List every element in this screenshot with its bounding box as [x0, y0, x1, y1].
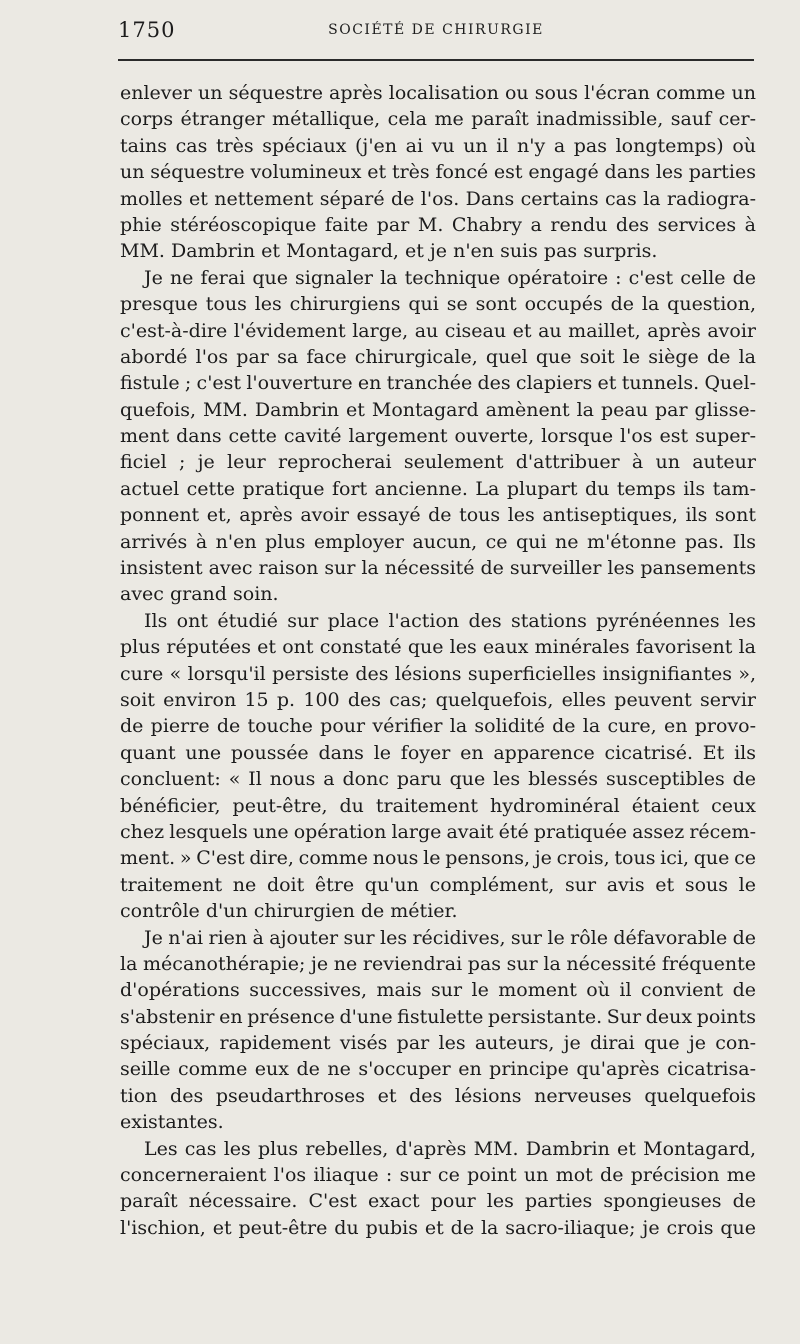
text-line: d'opérations successives, mais sur le moment où il convient de [120, 979, 756, 1002]
text-line: enlever un séquestre après localisation ou sous l'écran comme un [120, 82, 756, 104]
text-line: la mécanothérapie; je ne reviendrai pas sur la nécessité fréquente [120, 952, 756, 975]
text-line: tion des pseudarthroses et des lésions nerveuses quelquefois [120, 1084, 756, 1107]
text-line: un séquestre volumineux et très foncé est engagé dans les parties [120, 161, 756, 184]
text-line: s'abstenir en présence d'une fistulette persistante. Sur deux points [120, 1005, 756, 1028]
page-header [118, 18, 754, 48]
text-line: presque tous les chirurgiens qui se sont occupés de la question, [120, 293, 756, 316]
text-line: contrôle d'un chirurgien de métier. [120, 900, 458, 923]
text-line: spéciaux, rapidement visés par les auteurs, je dirai que je con- [120, 1032, 756, 1055]
text-line: Je ne ferai que signaler la technique opératoire : c'est celle de [144, 266, 756, 289]
text-line: quant une poussée dans le foyer en apparence cicatrisé. Et ils [120, 741, 756, 764]
text-line: cure « lorsqu'il persiste des lésions superficielles insignifiantes », [120, 662, 756, 685]
text-line: abordé l'os par sa face chirurgicale, quel que soit le siège de la [120, 345, 756, 368]
text-line: bénéficier, peut-être, du traitement hydrominéral étaient ceux [120, 794, 756, 817]
body-text [120, 80, 756, 1241]
text-line: concerneraient l'os iliaque : sur ce point un mot de précision me [120, 1164, 756, 1187]
text-line: ment dans cette cavité largement ouverte, lorsque l'os est super- [120, 425, 756, 448]
text-line: ficiel ; je leur reprocherai seulement d'attribuer à un auteur [120, 451, 756, 474]
text-line: de pierre de touche pour vérifier la solidité de la cure, en provo- [120, 715, 756, 738]
text-line: insistent avec raison sur la nécessité de surveiller les pansements [120, 557, 756, 580]
header-rule [118, 59, 754, 61]
text-line: quefois, MM. Dambrin et Montagard amènent la peau par glisse- [120, 398, 756, 421]
text-line: tains cas très spéciaux (j'en ai vu un il n'y a pas longtemps) où [120, 134, 756, 157]
text-line: ment. » C'est dire, comme nous le pensons, je crois, tous ici, que ce [120, 847, 756, 870]
text-line: Ils ont étudié sur place l'action des stations pyrénéennes les [144, 609, 756, 632]
text-line: c'est-à-dire l'évidement large, au ciseau et au maillet, après avoir [120, 319, 756, 342]
text-line: ponnent et, après avoir essayé de tous les antiseptiques, ils sont [120, 504, 756, 527]
text-line: existantes. [120, 1111, 224, 1134]
text-line: MM. Dambrin et Montagard, et je n'en suis pas surpris. [120, 240, 658, 263]
text-line: actuel cette pratique fort ancienne. La plupart du temps ils tam- [120, 477, 756, 500]
text-line: Les cas les plus rebelles, d'après MM. Dambrin et Montagard, [144, 1137, 756, 1160]
running-title: SOCIÉTÉ DE CHIRURGIE [328, 22, 544, 38]
text-line: soit environ 15 p. 100 des cas; quelquefois, elles peuvent servir [120, 688, 756, 711]
text-line: phie stéréoscopique faite par M. Chabry a rendu des services à [120, 213, 756, 236]
text-line: traitement ne doit être qu'un complément, sur avis et sous le [120, 873, 756, 896]
text-line: paraît nécessaire. C'est exact pour les parties spongieuses de [120, 1190, 756, 1213]
page-number: 1750 [118, 18, 176, 42]
text-line: l'ischion, et peut-être du pubis et de la sacro-iliaque; je crois que [120, 1216, 756, 1239]
text-line: arrivés à n'en plus employer aucun, ce qui ne m'étonne pas. Ils [120, 530, 756, 553]
text-line: molles et nettement séparé de l'os. Dans certains cas la radiogra- [120, 187, 756, 210]
text-line: chez lesquels une opération large avait été pratiquée assez récem- [120, 820, 756, 843]
text-line: concluent: « Il nous a donc paru que les blessés susceptibles de [120, 768, 756, 791]
text-line: Je n'ai rien à ajouter sur les récidives, sur le rôle défavorable de [144, 926, 756, 949]
text-line: plus réputées et ont constaté que les eaux minérales favorisent la [120, 636, 756, 659]
text-line: seille comme eux de ne s'occuper en principe qu'après cicatrisa- [120, 1058, 756, 1081]
text-line: avec grand soin. [120, 583, 279, 606]
text-line: corps étranger métallique, cela me paraît inadmissible, sauf cer- [120, 108, 756, 131]
text-line: fistule ; c'est l'ouverture en tranchée des clapiers et tunnels. Quel- [120, 372, 756, 395]
